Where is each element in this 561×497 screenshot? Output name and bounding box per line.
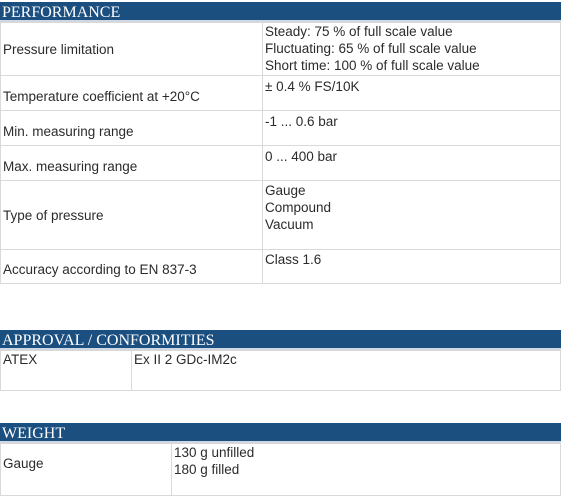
pressure-limitation-label: Pressure limitation — [1, 23, 263, 76]
accuracy-label: Accuracy according to EN 837-3 — [1, 250, 263, 284]
weight-table — [0, 443, 561, 496]
pressure-limitation-value — [263, 23, 561, 76]
max-measuring-range-label: Max. measuring range — [1, 146, 263, 181]
temperature-coefficient-value — [263, 76, 561, 111]
approval-header: APPROVAL / CONFORMITIES — [0, 330, 561, 350]
value-line: 0 ... 400 bar — [265, 149, 338, 164]
value-line: Vacuum — [265, 217, 314, 232]
table-row — [1, 23, 561, 76]
approval-table — [0, 350, 561, 391]
value-line: ± 0.4 % FS/10K — [265, 79, 360, 94]
value-line: Compound — [265, 200, 332, 215]
value-line: Gauge — [265, 183, 306, 198]
value-line: 130 g unfilled — [174, 445, 255, 460]
table-row — [1, 111, 561, 146]
atex-value — [132, 351, 561, 391]
value-line: Class 1.6 — [265, 252, 322, 267]
gauge-weight-value — [172, 444, 561, 496]
table-row — [1, 181, 561, 250]
type-of-pressure-value — [263, 181, 561, 250]
value-line: Steady: 75 % of full scale value — [265, 24, 453, 39]
type-of-pressure-label: Type of pressure — [1, 181, 263, 250]
weight-header: WEIGHT — [0, 423, 561, 443]
max-measuring-range-value — [263, 146, 561, 181]
table-row — [1, 76, 561, 111]
table-row — [1, 351, 561, 391]
temperature-coefficient-label: Temperature coefficient at +20°C — [1, 76, 263, 111]
performance-table — [0, 22, 561, 284]
table-row — [1, 146, 561, 181]
value-line: Fluctuating: 65 % of full scale value — [265, 41, 477, 56]
value-line: 180 g filled — [174, 462, 240, 477]
gauge-weight-label: Gauge — [1, 444, 172, 496]
atex-label: ATEX — [1, 351, 132, 391]
min-measuring-range-label: Min. measuring range — [1, 111, 263, 146]
table-row — [1, 444, 561, 496]
accuracy-value — [263, 250, 561, 284]
performance-header: PERFORMANCE — [0, 2, 561, 22]
value-line: -1 ... 0.6 bar — [265, 114, 338, 129]
min-measuring-range-value — [263, 111, 561, 146]
value-line: Ex II 2 GDc-IM2c — [134, 352, 237, 367]
value-line: Short time: 100 % of full scale value — [265, 58, 480, 73]
table-row — [1, 250, 561, 284]
